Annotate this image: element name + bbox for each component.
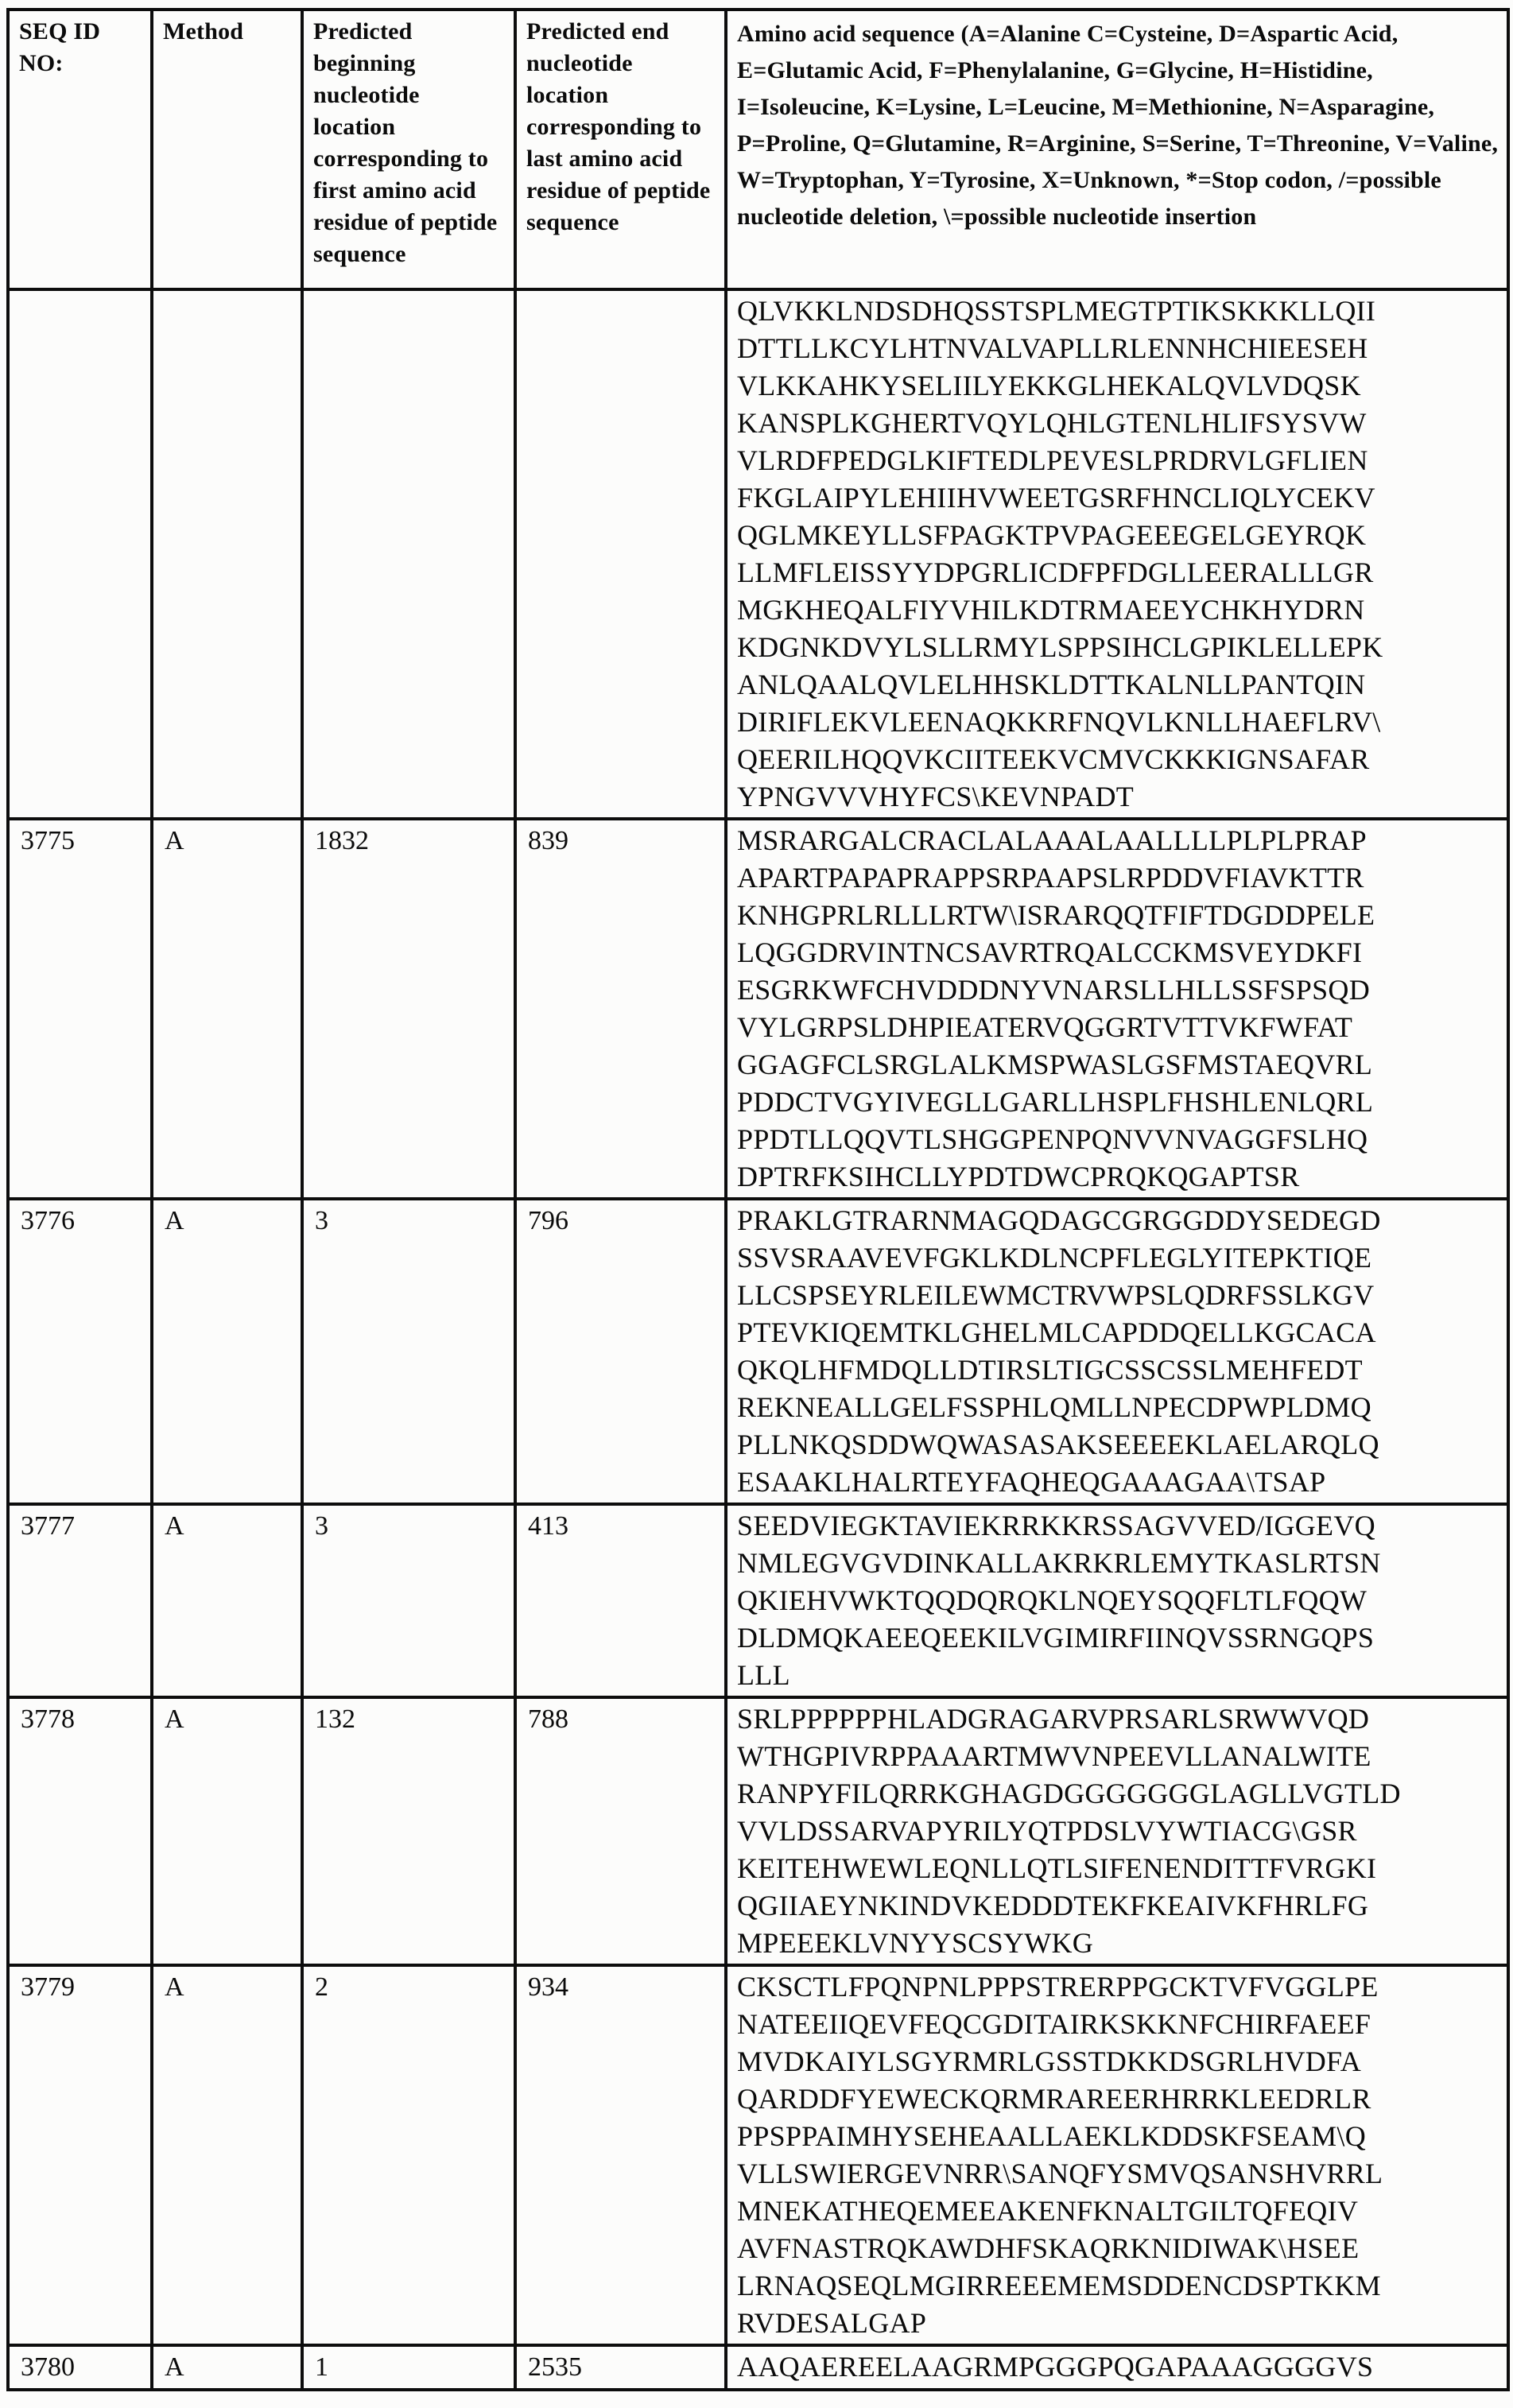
begin-cell: 3 bbox=[302, 1199, 515, 1504]
sequence-table bbox=[6, 8, 1510, 2391]
sequence-line: QKQLHFMDQLLDTIRSLTIGCSSCSSLMEHFEDT bbox=[737, 1354, 1363, 1386]
sequence-line: RVDESALGAP bbox=[737, 2307, 927, 2339]
sequence-cell bbox=[726, 289, 1508, 819]
begin-cell: 1 bbox=[302, 2345, 515, 2390]
sequence-line: LLMFLEISSYYDPGRLICDFPFDGLLEERALLLGR bbox=[737, 556, 1374, 588]
sequence-line: GGAGFCLSRGLALKMSPWASLGSFMSTAEQVRL bbox=[737, 1049, 1373, 1080]
sequence-line: VLRDFPEDGLKIFTEDLPEVESLPRDRVLGFLIEN bbox=[737, 444, 1368, 476]
sequence-cell bbox=[726, 819, 1508, 1199]
header-end: Predicted end nucleotide location corresponding to last amino acid residue of peptide sequence bbox=[515, 10, 726, 289]
end-cell: 839 bbox=[515, 819, 726, 1199]
seq-id-cell: 3778 bbox=[8, 1697, 152, 1965]
method-cell: A bbox=[152, 819, 302, 1199]
end-cell: 934 bbox=[515, 1965, 726, 2345]
sequence-line: WTHGPIVRPPAAARTMWVNPEEVLLANALWITE bbox=[737, 1740, 1371, 1772]
sequence-line: FKGLAIPYLEHIIHVWEETGSRFHNCLIQLYCEKV bbox=[737, 482, 1375, 514]
sequence-line: AAQAEREELAAGRMPGGGPQGAPAAAGGGGVS bbox=[737, 2351, 1374, 2383]
end-cell: 788 bbox=[515, 1697, 726, 1965]
sequence-line: YPNGVVVHYFCS\KEVNPADT bbox=[737, 781, 1135, 812]
sequence-line: LRNAQSEQLMGIRREEEMEMSDDENCDSPTKKM bbox=[737, 2270, 1381, 2301]
sequence-line: PTEVKIQEMTKLGHELMLCAPDDQELLKGCACA bbox=[737, 1316, 1376, 1348]
seq-id-cell: 3780 bbox=[8, 2345, 152, 2390]
sequence-line: QGLMKEYLLSFPAGKTPVPAGEEEGELGEYRQK bbox=[737, 519, 1367, 551]
sequence-line: SRLPPPPPPHLADGRAGARVPRSARLSRWWVQD bbox=[737, 1703, 1370, 1735]
sequence-line: APARTPAPAPRAPPSRPAAPSLRPDDVFIAVKTTR bbox=[737, 862, 1364, 894]
sequence-line: KEITEHWEWLEQNLLQTLSIFENENDITTFVRGKI bbox=[737, 1852, 1377, 1884]
sequence-line: VYLGRPSLDHPIEATERVQGGRTVTTVKFWFAT bbox=[737, 1011, 1353, 1043]
table-row bbox=[8, 1199, 1508, 1504]
sequence-cell bbox=[726, 2345, 1508, 2390]
sequence-line: VVLDSSARVAPYRILYQTPDSLVYWTIACG\GSR bbox=[737, 1815, 1357, 1847]
begin-cell: 2 bbox=[302, 1965, 515, 2345]
sequence-line: QEERILHQQVKCIITEEKVCMVCKKKIGNSAFAR bbox=[737, 743, 1370, 775]
sequence-cell bbox=[726, 1965, 1508, 2345]
sequence-line: PPSPPAIMHYSEHEAALLAEKLKDDSKFSEAM\Q bbox=[737, 2120, 1367, 2152]
sequence-line: MGKHEQALFIYVHILKDTRMAEEYCHKHYDRN bbox=[737, 594, 1365, 626]
sequence-line: MNEKATHEQEMEEAKENFKNALTGILTQFEQIV bbox=[737, 2195, 1359, 2227]
header-method: Method bbox=[152, 10, 302, 289]
sequence-line: NMLEGVGVDINKALLAKRKRLEMYTKASLRTSN bbox=[737, 1547, 1381, 1579]
end-cell: 413 bbox=[515, 1504, 726, 1697]
end-cell: 2535 bbox=[515, 2345, 726, 2390]
method-cell: A bbox=[152, 1199, 302, 1504]
seq-id-cell bbox=[8, 289, 152, 819]
sequence-line: QARDDFYEWECKQRMRAREERHRRKLEEDRLR bbox=[737, 2083, 1371, 2115]
sequence-line: QGIIAEYNKINDVKEDDDTEKFKEAIVKFHRLFG bbox=[737, 1890, 1369, 1921]
table-row bbox=[8, 819, 1508, 1199]
sequence-line: DLDMQKAEEQEEKILVGIMIRFIINQVSSRNGQPS bbox=[737, 1622, 1375, 1654]
sequence-line: PLLNKQSDDWQWASASAKSEEEEKLAELARQLQ bbox=[737, 1429, 1379, 1460]
sequence-line: QLVKKLNDSDHQSSTSPLMEGTPTIKSKKKLLQII bbox=[737, 295, 1376, 327]
method-cell: A bbox=[152, 1965, 302, 2345]
begin-cell bbox=[302, 289, 515, 819]
table-row bbox=[8, 289, 1508, 819]
header-begin: Predicted beginning nucleotide location corresponding to first amino acid residue of peptide sequence bbox=[302, 10, 515, 289]
sequence-line: LQGGDRVINTNCSAVRTRQALCCKMSVEYDKFI bbox=[737, 936, 1363, 968]
sequence-line: KDGNKDVYLSLLRMYLSPPSIHCLGPIKLELLEPK bbox=[737, 631, 1383, 663]
sequence-line: QKIEHVWKTQQDQRQKLNQEYSQQFLTLFQQW bbox=[737, 1584, 1368, 1616]
method-cell: A bbox=[152, 1697, 302, 1965]
header-sequence-legend: Amino acid sequence (A=Alanine C=Cysteine, D=Aspartic Acid, E=Glutamic Acid, F=Phenylalanine, G=Glycine, H=Histidine, I=Isoleucine, K=Lysine, L=Leucine, M=Methionine, N=Asparagine, P=Proline, Q=Glutamine, R=Arginine, S=Serine, T=Threonine, V=Valine, W=Tryptophan, Y=Tyrosine, X=Unknown, *=Stop codon, /=possible nucleotide deletion, \=possible nucleotide insertion bbox=[726, 10, 1508, 289]
seq-id-cell: 3779 bbox=[8, 1965, 152, 2345]
sequence-line: PRAKLGTRARNMAGQDAGCGRGGDDYSEDEGD bbox=[737, 1204, 1381, 1236]
sequence-line: ESGRKWFCHVDDDNYVNARSLLHLLSSFSPSQD bbox=[737, 974, 1371, 1006]
method-cell bbox=[152, 289, 302, 819]
table-row bbox=[8, 1965, 1508, 2345]
sequence-line: RANPYFILQRRKGHAGDGGGGGGGLAGLLVGTLD bbox=[737, 1778, 1401, 1809]
seq-id-cell: 3776 bbox=[8, 1199, 152, 1504]
sequence-line: KANSPLKGHERTVQYLQHLGTENLHLIFSYSVW bbox=[737, 407, 1367, 439]
begin-cell: 1832 bbox=[302, 819, 515, 1199]
sequence-line: REKNEALLGELFSSPHLQMLLNPECDPWPLDMQ bbox=[737, 1391, 1371, 1423]
sequence-line: LLL bbox=[737, 1659, 790, 1691]
sequence-line: VLKKAHKYSELIILYEKKGLHEKALQVLVDQSK bbox=[737, 370, 1361, 401]
sequence-line: DTTLLKCYLHTNVALVAPLLRLENNHCHIEESEH bbox=[737, 332, 1368, 364]
sequence-line: DIRIFLEKVLEENAQKKRFNQVLKNLLHAEFLRV\ bbox=[737, 706, 1381, 738]
sequence-line: PPDTLLQQVTLSHGGPENPQNVVNVAGGFSLHQ bbox=[737, 1123, 1368, 1155]
sequence-line: MSRARGALCRACLALAAALAALLLLPLPLPRAP bbox=[737, 824, 1367, 856]
sequence-line: ANLQAALQVLELHHSKLDTTKALNLLPANTQIN bbox=[737, 669, 1366, 700]
sequence-line: PDDCTVGYIVEGLLGARLLHSPLFHSHLENLQRL bbox=[737, 1086, 1374, 1118]
method-cell: A bbox=[152, 1504, 302, 1697]
sequence-line: AVFNASTRQKAWDHFSKAQRKNIDIWAK\HSEE bbox=[737, 2232, 1360, 2264]
sequence-cell bbox=[726, 1697, 1508, 1965]
sequence-line: NATEEIIQEVFEQCGDITAIRKSKKNFCHIRFAEEF bbox=[737, 2008, 1371, 2040]
sequence-line: MVDKAIYLSGYRMRLGSSTDKKDSGRLHVDFA bbox=[737, 2045, 1362, 2077]
seq-id-cell: 3775 bbox=[8, 819, 152, 1199]
end-cell bbox=[515, 289, 726, 819]
end-cell: 796 bbox=[515, 1199, 726, 1504]
sequence-cell bbox=[726, 1504, 1508, 1697]
sequence-line: CKSCTLFPQNPNLPPPSTRERPPGCKTVFVGGLPE bbox=[737, 1971, 1379, 2003]
table-row bbox=[8, 1697, 1508, 1965]
sequence-line: SEEDVIEGKTAVIEKRRKKRSSAGVVED/IGGEVQ bbox=[737, 1510, 1375, 1541]
sequence-line: LLCSPSEYRLEILEWMCTRVWPSLQDRFSSLKGV bbox=[737, 1279, 1375, 1311]
header-seq-id: SEQ ID NO: bbox=[8, 10, 152, 289]
table-header-row bbox=[8, 10, 1508, 289]
sequence-line: SSVSRAAVEVFGKLKDLNCPFLEGLYITEPKTIQE bbox=[737, 1242, 1372, 1274]
table-row bbox=[8, 2345, 1508, 2390]
sequence-line: ESAAKLHALRTEYFAQHEQGAAAGAA\TSAP bbox=[737, 1466, 1326, 1498]
sequence-line: DPTRFKSIHCLLYPDTDWCPRQKQGAPTSR bbox=[737, 1161, 1300, 1192]
seq-id-cell: 3777 bbox=[8, 1504, 152, 1697]
sequence-line: KNHGPRLRLLLRTW\ISRARQQTFIFTDGDDPELE bbox=[737, 899, 1375, 931]
begin-cell: 3 bbox=[302, 1504, 515, 1697]
sequence-cell bbox=[726, 1199, 1508, 1504]
sequence-line: MPEEEKLVNYYSCSYWKG bbox=[737, 1927, 1094, 1959]
sequence-line: VLLSWIERGEVNRR\SANQFYSMVQSANSHVRRL bbox=[737, 2158, 1383, 2189]
table-row bbox=[8, 1504, 1508, 1697]
method-cell: A bbox=[152, 2345, 302, 2390]
begin-cell: 132 bbox=[302, 1697, 515, 1965]
